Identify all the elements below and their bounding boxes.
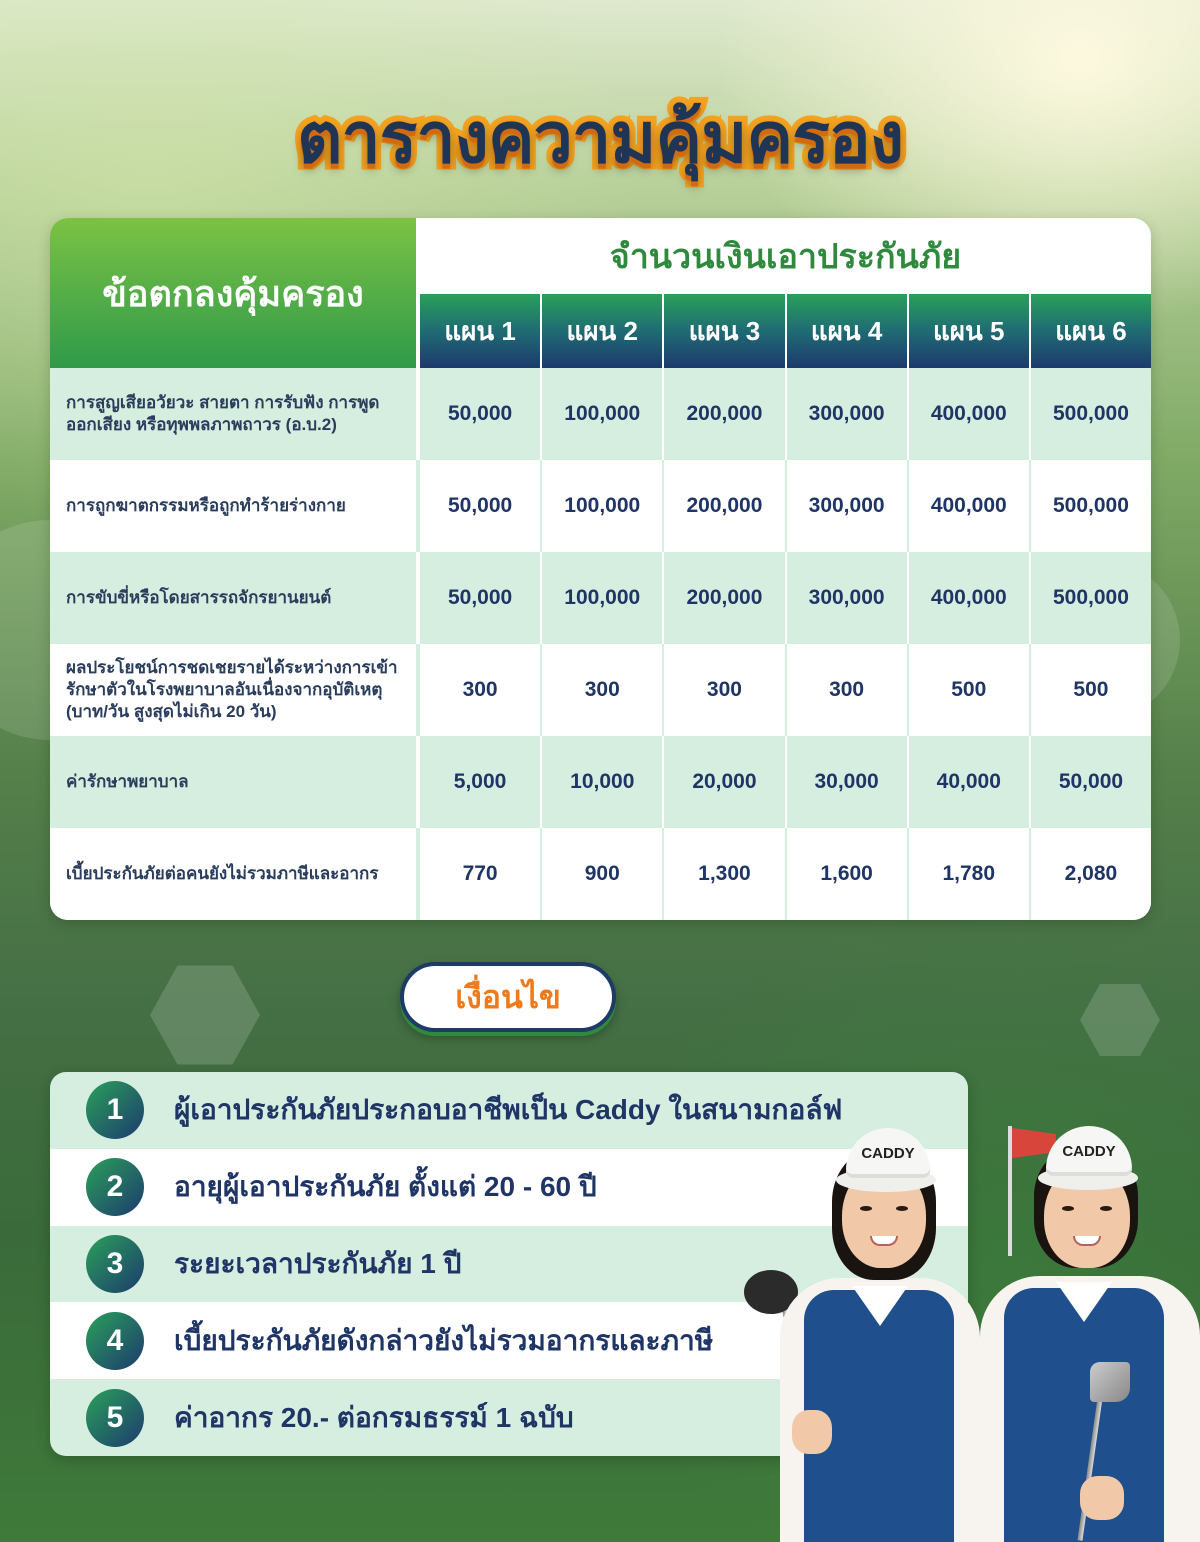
table-cell: 10,000 — [542, 736, 662, 828]
conditions-heading: เงื่อนไข — [400, 962, 616, 1032]
hexagon-decoration — [150, 960, 260, 1070]
coverage-rows — [50, 368, 1151, 920]
plan-header-4: แผน 4 — [787, 294, 907, 368]
number-badge: 3 — [86, 1235, 144, 1293]
table-cell: 500,000 — [1031, 460, 1151, 552]
hexagon-decoration — [1080, 980, 1160, 1060]
table-cell: 900 — [542, 828, 662, 920]
table-cell: 5,000 — [420, 736, 540, 828]
table-cell: 1,600 — [787, 828, 907, 920]
number-badge: 4 — [86, 1312, 144, 1370]
eye — [860, 1206, 872, 1211]
plan-headers — [420, 294, 1151, 368]
table-cell: 50,000 — [420, 368, 540, 460]
table-cell: 1,300 — [664, 828, 784, 920]
row-label: เบี้ยประกันภัยต่อคนยังไม่รวมภาษีและอากร — [50, 828, 418, 920]
table-cell: 100,000 — [542, 460, 662, 552]
table-cell: 2,080 — [1031, 828, 1151, 920]
table-cell: 200,000 — [664, 552, 784, 644]
coverage-table — [50, 218, 1151, 920]
page-title: ตารางความคุ้มครอง — [296, 99, 904, 177]
caddy-cap: CADDY — [1046, 1126, 1132, 1176]
table-cell: 300 — [664, 644, 784, 736]
eye — [1062, 1206, 1074, 1211]
table-cell: 300 — [787, 644, 907, 736]
table-cell: 1,780 — [909, 828, 1029, 920]
table-cell: 300,000 — [787, 368, 907, 460]
plan-header-2: แผน 2 — [542, 294, 662, 368]
table-cell: 30,000 — [787, 736, 907, 828]
table-row — [50, 552, 1151, 644]
plan-header-6: แผน 6 — [1031, 294, 1151, 368]
eye — [896, 1206, 908, 1211]
caddy-cap: CADDY — [846, 1128, 930, 1178]
caddies-illustration — [740, 1110, 1200, 1542]
condition-text: เบี้ยประกันภัยดังกล่าวยังไม่รวมอากรและภาษี — [174, 1324, 714, 1356]
table-cell: 100,000 — [542, 552, 662, 644]
caddy-right — [960, 1110, 1200, 1542]
row-label: ค่ารักษาพยาบาล — [50, 736, 418, 828]
table-row — [50, 460, 1151, 552]
condition-text: อายุผู้เอาประกันภัย ตั้งแต่ 20 - 60 ปี — [174, 1171, 597, 1203]
eye — [1100, 1206, 1112, 1211]
table-cell: 300,000 — [787, 552, 907, 644]
table-cell: 770 — [420, 828, 540, 920]
table-cell: 400,000 — [909, 460, 1029, 552]
table-row — [50, 736, 1151, 828]
row-label: การถูกฆาตกรรมหรือถูกทำร้ายร่างกาย — [50, 460, 418, 552]
table-cell: 300 — [542, 644, 662, 736]
table-cell: 400,000 — [909, 368, 1029, 460]
table-cell: 500,000 — [1031, 368, 1151, 460]
number-badge: 2 — [86, 1158, 144, 1216]
condition-text: ผู้เอาประกันภัยประกอบอาชีพเป็น Caddy ในสนามกอล์ฟ — [174, 1094, 843, 1126]
row-label: การขับขี่หรือโดยสารรถจักรยานยนต์ — [50, 552, 418, 644]
table-row — [50, 368, 1151, 460]
row-label: การสูญเสียอวัยวะ สายตา การรับฟัง การพูดออกเสียง หรือทุพพลภาพถาวร (อ.บ.2) — [50, 368, 418, 460]
table-cell: 200,000 — [664, 368, 784, 460]
hand — [792, 1410, 832, 1454]
table-cell: 100,000 — [542, 368, 662, 460]
coverage-header: ข้อตกลงคุ้มครอง — [50, 218, 418, 368]
smile — [870, 1236, 898, 1246]
smile — [1073, 1236, 1101, 1246]
condition-text: ระยะเวลาประกันภัย 1 ปี — [174, 1247, 462, 1279]
table-cell: 500,000 — [1031, 552, 1151, 644]
table-cell: 400,000 — [909, 552, 1029, 644]
row-label: ผลประโยชน์การชดเชยรายได้ระหว่างการเข้ารักษาตัวในโรงพยาบาลอันเนื่องจากอุบัติเหตุ (บาท/วัน สูงสุดไม่เกิน 20 วัน) — [50, 644, 418, 736]
plan-header-1: แผน 1 — [420, 294, 540, 368]
table-cell: 200,000 — [664, 460, 784, 552]
table-cell: 40,000 — [909, 736, 1029, 828]
hand — [1080, 1476, 1124, 1520]
plan-header-5: แผน 5 — [909, 294, 1029, 368]
number-badge: 5 — [86, 1389, 144, 1447]
table-cell: 500 — [909, 644, 1029, 736]
table-cell: 50,000 — [420, 552, 540, 644]
table-cell: 300 — [420, 644, 540, 736]
plan-header-3: แผน 3 — [664, 294, 784, 368]
table-cell: 50,000 — [420, 460, 540, 552]
table-cell: 500 — [1031, 644, 1151, 736]
table-cell: 20,000 — [664, 736, 784, 828]
table-cell: 300,000 — [787, 460, 907, 552]
table-cell: 50,000 — [1031, 736, 1151, 828]
number-badge: 1 — [86, 1081, 144, 1139]
table-row — [50, 828, 1151, 920]
sum-insured-header: จำนวนเงินเอาประกันภัย — [609, 238, 962, 276]
table-row — [50, 644, 1151, 736]
condition-text: ค่าอากร 20.- ต่อกรมธรรม์ 1 ฉบับ — [174, 1401, 574, 1433]
caddy-left — [740, 1110, 980, 1542]
iron-club-head — [1090, 1362, 1130, 1402]
